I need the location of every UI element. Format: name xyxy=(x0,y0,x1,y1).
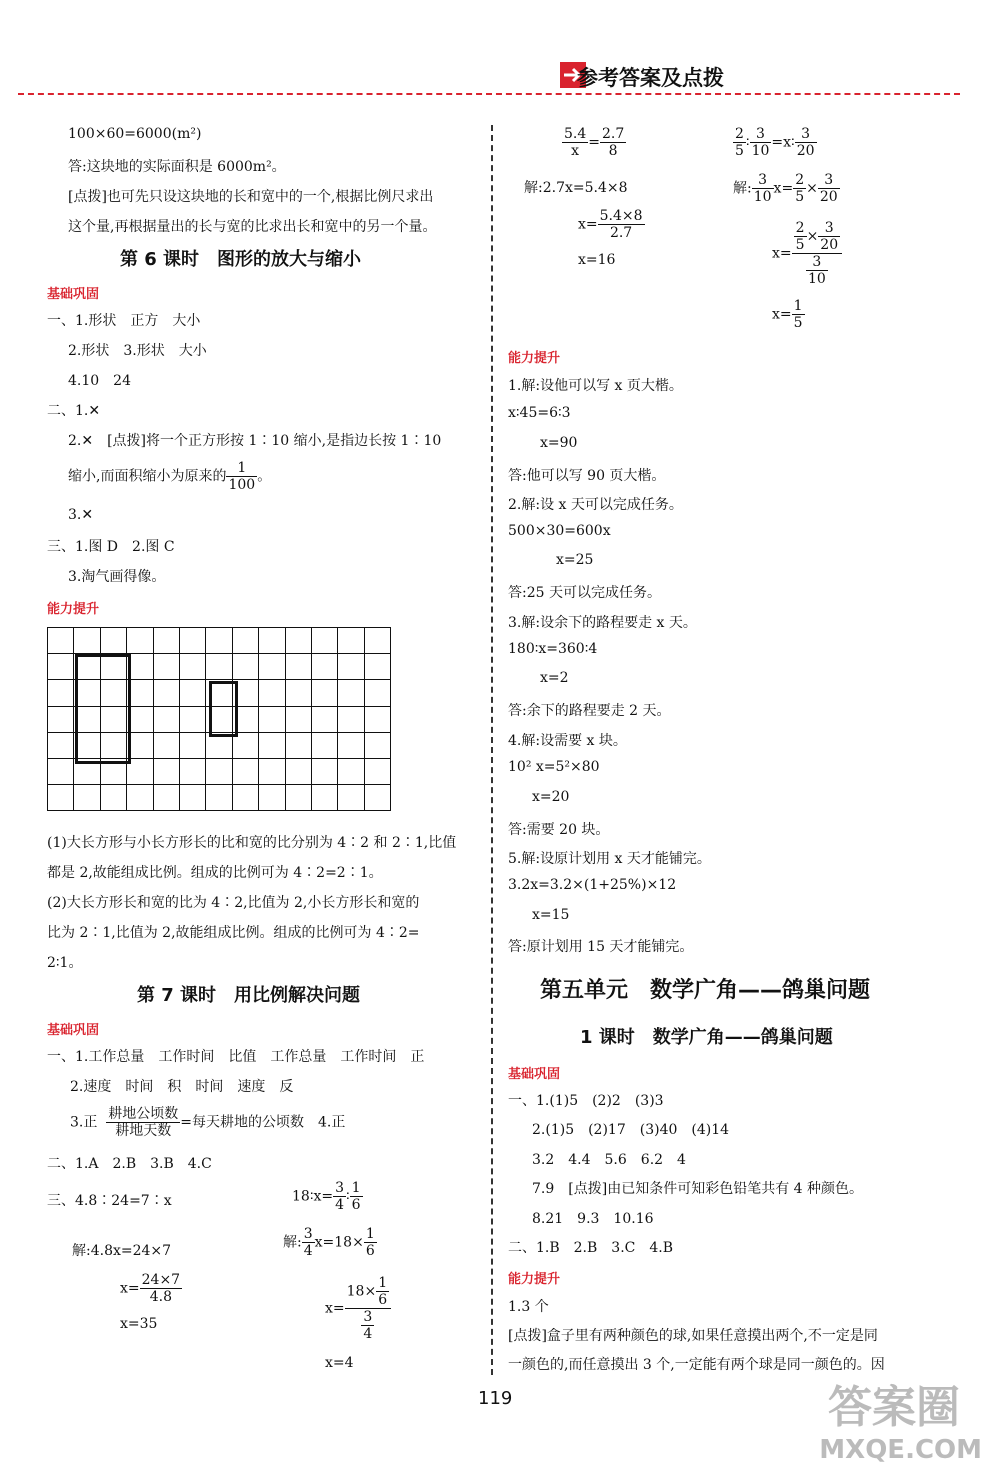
answer-line: 1.解:设他可以写 x 页大楷。 xyxy=(508,378,683,394)
answer-line: 三、1.图 D 2.图 C xyxy=(47,539,175,555)
text-line: [点拨]也可先只设这块地的长和宽中的一个,根据比例尺求出 xyxy=(68,189,434,205)
answer-line: x=25 xyxy=(556,552,594,568)
text-line: 都是 2,故能组成比例。组成的比例可为 4∶2=2∶1。 xyxy=(47,865,383,881)
small-rectangle xyxy=(209,681,238,737)
answer-line: [点拨]盒子里有两种颜色的球,如果任意摸出两个,不一定是同 xyxy=(508,1328,878,1344)
header-title: 参考答案及点拨 xyxy=(577,66,724,90)
text-line: 答:这块地的实际面积是 6000m²。 xyxy=(68,159,286,175)
answer-line: 一、1.工作总量 工作时间 比值 工作总量 工作时间 正 xyxy=(47,1049,425,1065)
answer-line: 5.解:设原计划用 x 天才能铺完。 xyxy=(508,851,711,867)
large-rectangle xyxy=(75,654,131,764)
answer-line: 答:需要 20 块。 xyxy=(508,822,610,838)
answer-line: x=15 xyxy=(532,907,570,923)
answer-line: 4.解:设需要 x 块。 xyxy=(508,733,627,749)
answer-line: 4.10 24 xyxy=(68,373,131,389)
equation: $\frac{5.4}{x}$ = $\frac{2.7}{8}$ xyxy=(564,126,625,159)
text-line: 比为 2∶1,比值为 2,故能组成比例。组成的比例可为 4∶2= xyxy=(47,925,420,941)
section-title: 1 课时 数学广角——鸽巢问题 xyxy=(580,1027,833,1048)
page-number: 119 xyxy=(478,1388,513,1409)
answer-line: 一颜色的,而任意摸出 3 个,一定能有两个球是同一颜色的。因 xyxy=(508,1357,885,1373)
section-title: 第 7 课时 用比例解决问题 xyxy=(137,985,361,1006)
equation: x= 18× $\frac{1}{6}$ $\frac{3}{4}$ xyxy=(325,1275,391,1342)
answer-line: 答:余下的路程要走 2 天。 xyxy=(508,703,671,719)
answer-line: 2.形状 3.形状 大小 xyxy=(68,343,207,359)
answer-line: 180∶x=360∶4 xyxy=(508,641,598,657)
text-line: 这个量,再根据量出的长与宽的比求出长和宽中的另一个量。 xyxy=(68,219,437,235)
answer-line: 3.✕ xyxy=(68,507,94,523)
equation: x= $\frac{1}{5}$ xyxy=(772,298,803,331)
equation: x=35 xyxy=(120,1316,158,1332)
equation: $\frac{2}{5}$ ∶ $\frac{3}{10}$ =x∶ $\frac{3}{20}$ xyxy=(735,126,815,159)
equation: 18∶x= $\frac{3}{4}$ ∶ $\frac{1}{6}$ xyxy=(292,1180,361,1213)
answer-line: 3.淘气画得像。 xyxy=(68,569,166,585)
answer-line: x∶45=6∶3 xyxy=(508,405,571,421)
answer-line: 8.21 9.3 10.16 xyxy=(532,1211,654,1227)
fraction: $\frac{24\times 7}{4.8}$ xyxy=(141,1272,181,1305)
text-line: 2∶1。 xyxy=(47,955,83,971)
equation: 三、4.8∶24=7∶x xyxy=(47,1193,172,1209)
answer-line: 一、1.(1)5 (2)2 (3)3 xyxy=(508,1093,664,1109)
text-line: (1)大长方形与小长方形长的比和宽的比分别为 4∶2 和 2∶1,比值 xyxy=(47,835,457,851)
answer-line: 3.解:设余下的路程要走 x 天。 xyxy=(508,615,697,631)
section-title: 第 6 课时 图形的放大与缩小 xyxy=(120,249,362,270)
watermark-url: MXQE.COM xyxy=(819,1435,982,1465)
section-tag: 能力提升 xyxy=(47,602,100,617)
column-divider xyxy=(491,125,493,1375)
answer-line: 3.2x=3.2×(1+25%)×12 xyxy=(508,877,677,893)
answer-line: 二、1.B 2.B 3.C 4.B xyxy=(508,1240,674,1256)
equation: x= $\frac{24\times 7}{4.8}$ xyxy=(120,1272,181,1305)
unit-title: 第五单元 数学广角——鸽巢问题 xyxy=(540,978,871,1003)
equation: x=16 xyxy=(578,252,616,268)
text-line: (2)大长方形长和宽的比为 4∶2,比值为 2,小长方形长和宽的 xyxy=(47,895,420,911)
text-line: 100×60=6000(m²) xyxy=(68,126,202,142)
equation: x=4 xyxy=(325,1355,354,1371)
fraction: $\frac{1}{100}$ xyxy=(228,460,256,493)
answer-line: 答:25 天可以完成任务。 xyxy=(508,585,661,601)
answer-line: 2.(1)5 (2)17 (3)40 (4)14 xyxy=(532,1122,730,1138)
answer-line: 3.2 4.4 5.6 6.2 4 xyxy=(532,1152,686,1168)
equation: x= $\frac{5.4\times 8}{2.7}$ xyxy=(578,208,643,241)
equation: 解:4.8x=24×7 xyxy=(72,1243,172,1259)
answer-line: 3.正 $\frac{\text{耕地公顷数}}{\text{耕地天数}}$ =每天耕地的公顷数 4.正 xyxy=(70,1106,346,1139)
answer-line: x=90 xyxy=(540,435,578,451)
equation: 解:2.7x=5.4×8 xyxy=(524,180,628,196)
equation: x= $\frac{2}{5}$ × $\frac{3}{20}$ $\frac{3}{10}$ xyxy=(772,220,842,287)
answer-line: 2.解:设 x 天可以完成任务。 xyxy=(508,497,683,513)
section-tag: 能力提升 xyxy=(508,351,561,366)
equation: 解: $\frac{3}{4}$ x=18× $\frac{1}{6}$ xyxy=(283,1226,375,1259)
watermark-logo: 答案圈 xyxy=(828,1382,960,1433)
section-tag: 基础巩固 xyxy=(47,287,100,302)
section-tag: 基础巩固 xyxy=(508,1067,561,1082)
answer-line: x=20 xyxy=(532,789,570,805)
answer-line: 一、1.形状 正方 大小 xyxy=(47,313,201,329)
answer-line: 缩小,而面积缩小为原来的 $\frac{1}{100}$ 。 xyxy=(68,460,272,493)
answer-line: 2.速度 时间 积 时间 速度 反 xyxy=(70,1079,294,1095)
answer-line: 二、1.A 2.B 3.B 4.C xyxy=(47,1156,212,1172)
answer-line: x=2 xyxy=(540,670,569,686)
answer-line: 答:原计划用 15 天才能铺完。 xyxy=(508,939,694,955)
answer-line: 500×30=600x xyxy=(508,523,611,539)
answer-line: 10² x=5²×80 xyxy=(508,759,600,775)
section-tag: 能力提升 xyxy=(508,1272,561,1287)
answer-line: 答:他可以写 90 页大楷。 xyxy=(508,468,666,484)
answer-line: 7.9 [点拨]由已知条件可知彩色铅笔共有 4 种颜色。 xyxy=(532,1181,863,1197)
answer-line: 二、1.✕ xyxy=(47,403,101,419)
answer-line: 2.✕ [点拨]将一个正方形按 1∶10 缩小,是指边长按 1∶10 xyxy=(68,433,442,449)
section-tag: 基础巩固 xyxy=(47,1023,100,1038)
header-divider xyxy=(18,93,960,95)
equation: 解: $\frac{3}{10}$ x= $\frac{2}{5}$ × $\frac{3}{20}$ xyxy=(733,172,838,205)
fraction: $\frac{\text{耕地公顷数}}{\text{耕地天数}}$ xyxy=(108,1106,179,1139)
answer-line: 1.3 个 xyxy=(508,1299,549,1315)
